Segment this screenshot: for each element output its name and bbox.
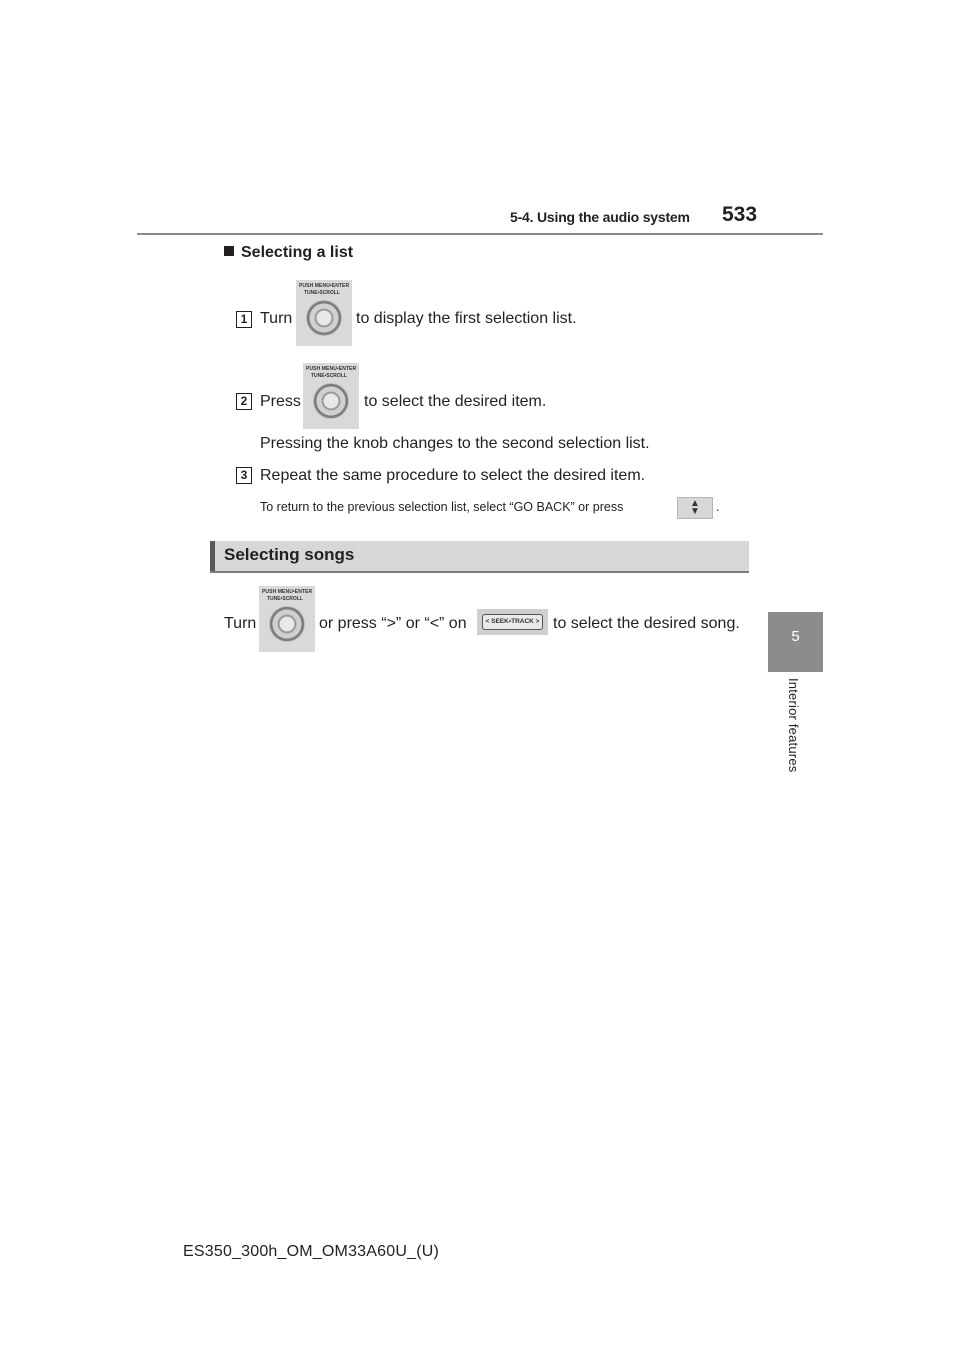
go-back-note: To return to the previous selection list, select “GO BACK” or press [260,500,624,514]
step-3-text: Repeat the same procedure to select the desired item. [260,467,646,484]
chapter-label: Interior features [786,678,801,773]
seek-track-button-icon: < SEEK•TRACK > [477,609,548,635]
step-2-text-after: to select the desired item. [364,393,547,410]
songs-text-before: Turn [224,615,257,632]
step-number-3: 3 [236,467,252,484]
go-back-note-end: . [716,500,720,514]
step-2-note: Pressing the knob changes to the second selection list. [260,435,650,452]
songs-text-middle: or press “>” or “<” on [319,615,467,632]
subsection-heading [224,244,353,262]
songs-text-after: to select the desired song. [553,615,740,632]
section-title: Selecting songs [224,545,355,564]
section-heading-underline [210,571,749,573]
tune-scroll-knob-icon: PUSH MENU•ENTER TUNE•SCROLL [296,280,352,346]
step-number-2: 2 [236,393,252,410]
subsection-title: Selecting a list [241,244,354,261]
tune-scroll-knob-icon: PUSH MENU•ENTER TUNE•SCROLL [259,586,315,652]
page-number: 533 [722,203,758,226]
step-1-text-before: Turn [260,310,293,327]
header-section-title: 5-4. Using the audio system [510,209,690,225]
header-divider [137,233,823,235]
back-button-icon: ▲ ▼ [677,497,713,519]
step-2-text-before: Press [260,393,301,410]
square-bullet-icon [224,246,234,256]
step-number-1: 1 [236,311,252,328]
step-1-text-after: to display the first selection list. [356,310,577,327]
document-footer: ES350_300h_OM_OM33A60U_(U) [183,1243,440,1260]
chapter-number: 5 [791,628,800,645]
tune-scroll-knob-icon: PUSH MENU•ENTER TUNE•SCROLL [303,363,359,429]
